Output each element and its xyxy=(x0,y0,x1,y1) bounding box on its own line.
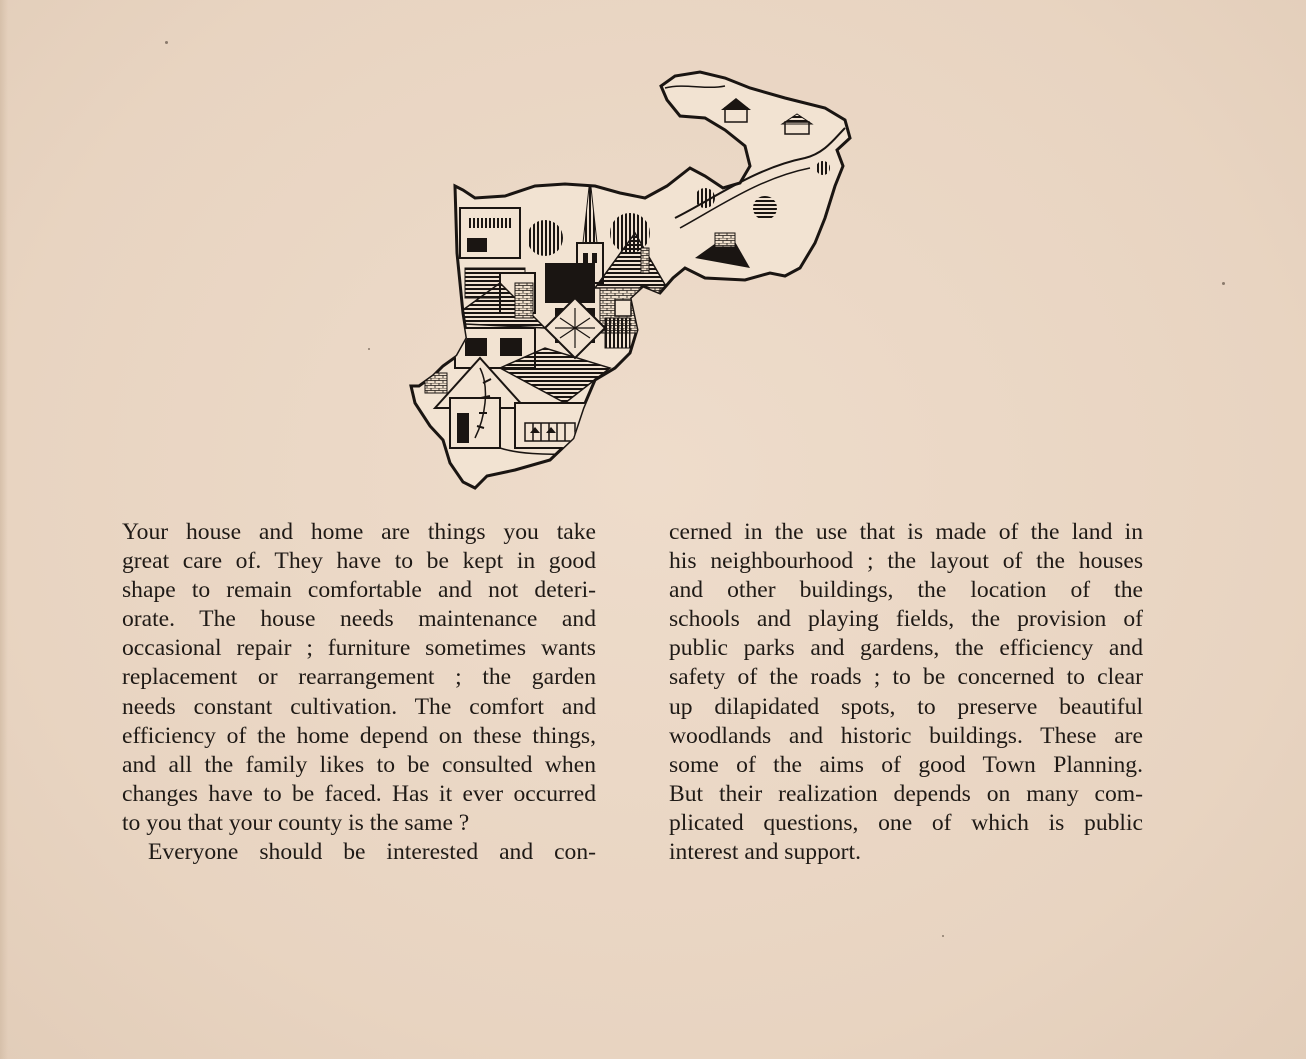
county-map-illustration xyxy=(405,68,860,496)
text-line: replacement or rearrangement ; the garden xyxy=(122,664,596,691)
text-line: public parks and gardens, the efficiency and xyxy=(669,635,1143,662)
text-line: needs constant cultivation. The comfort and xyxy=(122,693,596,720)
text-line: changes have to be faced. Has it ever occurred xyxy=(122,780,596,807)
text-line: some of the aims of good Town Planning. xyxy=(669,751,1143,778)
paper-speck xyxy=(1222,282,1225,285)
left-text-column xyxy=(122,518,596,867)
text-line: orate. The house needs maintenance and xyxy=(122,606,596,633)
paper-speck xyxy=(942,935,944,937)
text-line: and other buildings, the location of the xyxy=(669,577,1143,604)
county-map-houses-icon xyxy=(405,68,860,496)
text-line: safety of the roads ; to be concerned to clear xyxy=(669,664,1143,691)
paper-speck xyxy=(165,41,168,44)
text-line: woodlands and historic buildings. These are xyxy=(669,722,1143,749)
text-line: his neighbourhood ; the layout of the houses xyxy=(669,548,1143,575)
text-line: Your house and home are things you take xyxy=(122,519,596,545)
text-line: plicated questions, one of which is public xyxy=(669,809,1143,836)
text-line: up dilapidated spots, to preserve beautiful xyxy=(669,693,1143,720)
right-text-column xyxy=(669,518,1143,867)
paper-speck xyxy=(368,348,370,350)
page-spine-shadow xyxy=(0,0,8,1059)
text-line: shape to remain comfortable and not deteri- xyxy=(122,577,596,604)
text-line: and all the family likes to be consulted when xyxy=(122,751,596,778)
text-line: interest and support. xyxy=(669,839,861,866)
text-line: occasional repair ; furniture sometimes wants xyxy=(122,635,596,662)
text-line: cerned in the use that is made of the land in xyxy=(669,519,1143,545)
text-line: to you that your county is the same ? xyxy=(122,809,470,836)
text-line: schools and playing fields, the provision of xyxy=(669,606,1143,633)
text-line: great care of. They have to be kept in good xyxy=(122,548,596,575)
text-line: But their realization depends on many com- xyxy=(669,780,1143,807)
text-line: efficiency of the home depend on these things, xyxy=(122,722,596,749)
text-line: Everyone should be interested and con- xyxy=(148,839,596,866)
